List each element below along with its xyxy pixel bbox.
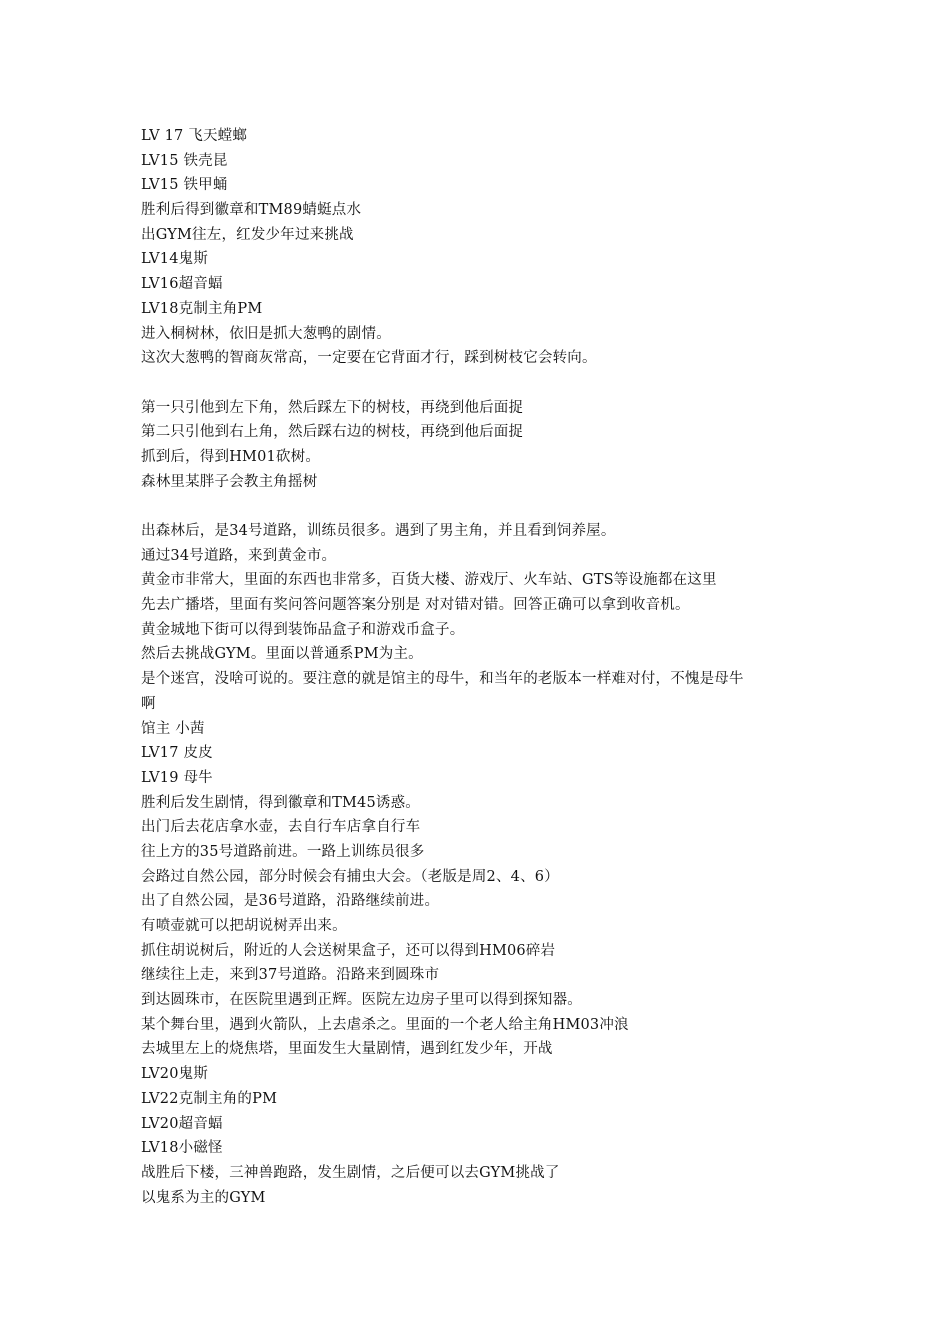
blank-line [141, 371, 831, 396]
text-line: 战胜后下楼，三神兽跑路，发生剧情，之后便可以去GYM挑战了 [141, 1164, 560, 1181]
text-line: LV14鬼斯 [141, 251, 209, 268]
text-line: 胜利后发生剧情，得到徽章和TM45诱惑。 [141, 794, 420, 811]
text-line: 到达圆珠市，在医院里遇到正辉。医院左边房子里可以得到探知器。 [141, 992, 582, 1009]
text-line: 出GYM往左，红发少年过来挑战 [141, 226, 354, 243]
text-line: LV19 母牛 [141, 769, 213, 786]
document-body [141, 124, 831, 1210]
text-line: 森林里某胖子会教主角摇树 [141, 473, 318, 490]
text-line: 出了自然公园，是36号道路，沿路继续前进。 [141, 893, 440, 910]
text-line: LV18小磁怪 [141, 1140, 223, 1157]
text-line: 先去广播塔，里面有奖问答问题答案分别是 对对错对错。回答正确可以拿到收音机。 [141, 597, 690, 614]
text-line: 以鬼系为主的GYM [141, 1189, 266, 1206]
text-line: 通过34号道路，来到黄金市。 [141, 547, 337, 564]
text-line: 胜利后得到徽章和TM89蜻蜓点水 [141, 202, 362, 219]
text-line: LV16超音蝠 [141, 276, 223, 293]
text-line: 某个舞台里，遇到火箭队，上去虐杀之。里面的一个老人给主角HM03冲浪 [141, 1016, 629, 1033]
text-line: 抓住胡说树后，附近的人会送树果盒子，还可以得到HM06碎岩 [141, 942, 556, 959]
text-line: 是个迷宫，没啥可说的。要注意的就是馆主的母牛，和当年的老版本一样难对付，不愧是母牛 [141, 671, 744, 688]
text-line: 会路过自然公园，部分时候会有捕虫大会。（老版是周2、4、6） [141, 868, 559, 885]
text-line: 抓到后，得到HM01砍树。 [141, 448, 321, 465]
text-line: 啊 [141, 695, 156, 712]
text-line: 往上方的35号道路前进。一路上训练员很多 [141, 843, 425, 860]
text-line: 黄金城地下街可以得到装饰品盒子和游戏币盒子。 [141, 621, 465, 638]
text-line: LV15 铁甲蛹 [141, 177, 228, 194]
text-line: LV 17 飞天螳螂 [141, 128, 248, 144]
text-line: 第一只引他到左下角，然后踩左下的树枝，再绕到他后面捉 [141, 399, 524, 416]
text-line: 进入桐树林，依旧是抓大葱鸭的剧情。 [141, 325, 391, 342]
text-line: LV20鬼斯 [141, 1066, 209, 1083]
text-line: LV18克制主角PM [141, 300, 263, 317]
text-line: 第二只引他到右上角，然后踩右边的树枝，再绕到他后面捉 [141, 424, 524, 441]
text-line: 去城里左上的烧焦塔，里面发生大量剧情，遇到红发少年，开战 [141, 1041, 553, 1058]
text-line: 出门后去花店拿水壶，去自行车店拿自行车 [141, 819, 421, 836]
text-line: 馆主 小茜 [141, 720, 205, 737]
text-line: 黄金市非常大，里面的东西也非常多，百货大楼、游戏厅、火车站、GTS等设施都在这里 [141, 572, 717, 589]
text-line: 这次大葱鸭的智商灰常高，一定要在它背面才行，踩到树枝它会转向。 [141, 350, 597, 367]
text-line: 然后去挑战GYM。里面以普通系PM为主。 [141, 646, 423, 663]
text-line: LV22克制主角的PM [141, 1090, 278, 1107]
text-line: LV15 铁壳昆 [141, 152, 228, 169]
text-line: LV20超音蝠 [141, 1115, 223, 1132]
text-line: 继续往上走，来到37号道路。沿路来到圆珠市 [141, 967, 440, 984]
blank-line [141, 494, 831, 519]
text-line: 出森林后，是34号道路，训练员很多。遇到了男主角，并且看到饲养屋。 [141, 523, 616, 539]
text-line: 有喷壶就可以把胡说树弄出来。 [141, 918, 347, 934]
text-line: LV17 皮皮 [141, 745, 213, 762]
